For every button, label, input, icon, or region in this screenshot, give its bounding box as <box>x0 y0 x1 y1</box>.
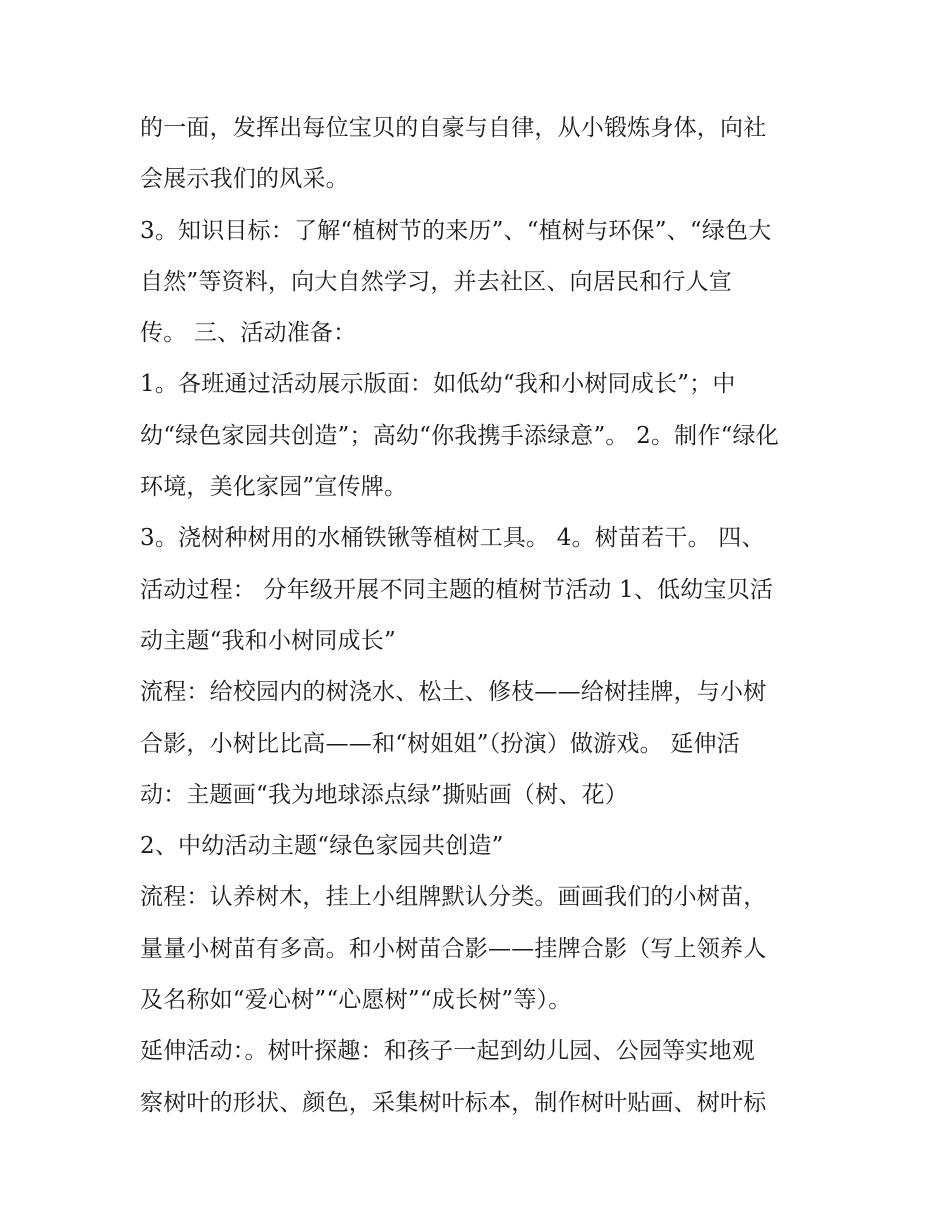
text-line: 及名称如“爱心树”“心愿树”“成长树”等）。 <box>140 987 572 1014</box>
text-line: 流程：认养树木，挂上小组牌默认分类。画画我们的小树苗， <box>140 884 767 911</box>
text-line: 活动过程： 分年级开展不同主题的植树节活动 1、低幼宝贝活 <box>140 576 774 603</box>
text-line: 1。各班通过活动展示版面：如低幼“我和小树同成长”；中 <box>140 371 736 398</box>
text-line: 合影，小树比比高——和“树姐姐”（扮演）做游戏。 延伸活 <box>140 730 740 757</box>
text-line: 流程：给校园内的树浇水、松土、修枝——给树挂牌，与小树 <box>140 679 767 706</box>
text-line: 的一面，发挥出每位宝贝的自豪与自律，从小锻炼身体，向社 <box>140 115 767 141</box>
text-line: 动主题“我和小树同成长” <box>140 627 396 654</box>
text-line: 会展示我们的风采。 <box>140 166 349 193</box>
text-line: 3。知识目标：了解“植树节的来历”、“植树与环保”、“绿色大 <box>140 217 772 244</box>
text-line: 察树叶的形状、颜色，采集树叶标本，制作树叶贴画、树叶标 <box>140 1089 767 1116</box>
document-body <box>140 103 820 1129</box>
text-line: 动：主题画“我为地球添点绿”撕贴画（树、花） <box>140 781 628 808</box>
text-line: 环境，美化家园”宣传牌。 <box>140 474 408 501</box>
text-line: 延伸活动：。树叶探趣：和孩子一起到幼儿园、公园等实地观 <box>140 1038 755 1065</box>
text-line: 传。 三、活动准备： <box>140 320 357 347</box>
text-line: 量量小树苗有多高。和小树苗合影——挂牌合影（写上领养人 <box>140 935 767 962</box>
text-line: 3。浇树种树用的水桶铁锹等植树工具。 4。树苗若干。 四、 <box>140 525 765 552</box>
text-line: 2、中幼活动主题“绿色家园共创造” <box>140 833 504 860</box>
text-line: 幼“绿色家园共创造”；高幼“你我携手添绿意”。 2。制作“绿化 <box>140 422 779 449</box>
text-line: 自然”等资料，向大自然学习，并去社区、向居民和行人宣 <box>140 268 732 295</box>
